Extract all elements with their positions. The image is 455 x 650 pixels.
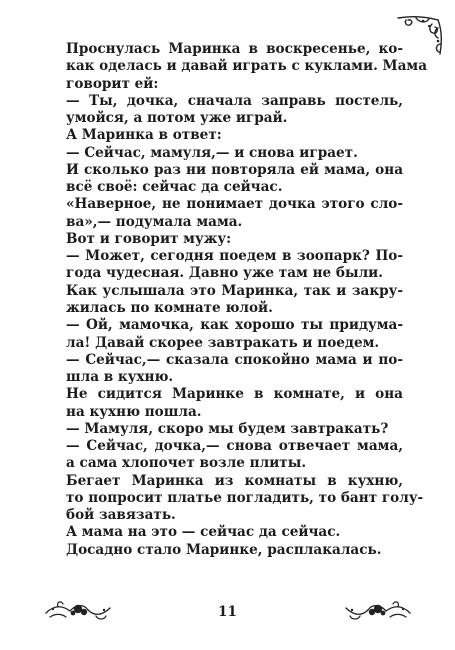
text-line: А мама на это — сейчас да сейчас.: [66, 524, 341, 541]
text-line: жилась по комнате юлой.: [66, 299, 273, 316]
text-line: — Может, сегодня поедем в зоопарк? По-: [66, 248, 403, 265]
floral-vignette-right-icon: [344, 596, 412, 622]
story-text: [66, 41, 428, 559]
text-line: года чудесная. Давно уже там не были.: [66, 265, 383, 282]
text-line: — Ты, дочка, сначала заправь постель,: [66, 92, 403, 109]
text-line: — Сейчас, мамуля,— и снова играет.: [66, 144, 358, 161]
text-line: Как услышала это Маринка, так и закру-: [66, 282, 403, 299]
text-line: И сколько раз ни повторяла ей мама, она: [66, 161, 403, 178]
text-line: ла! Давай скорее завтракать и поедем.: [66, 334, 380, 351]
text-line: Досадно стало Маринке, расплакалась.: [66, 541, 382, 558]
text-line: бой завязать.: [66, 507, 176, 524]
text-line: шла в кухню.: [66, 369, 174, 386]
text-line: — Сейчас, дочка,— снова отвечает мама,: [66, 438, 403, 455]
text-line: «Наверное, не понимает дочка этого сло-: [66, 196, 403, 213]
text-line: — Ой, мамочка, как хорошо ты придума-: [66, 317, 403, 334]
text-line: А Маринка в ответ:: [66, 127, 222, 144]
corner-ornament-icon: [396, 14, 444, 58]
text-line: Вот и говорит мужу:: [66, 230, 232, 247]
text-line: на кухню пошла.: [66, 403, 202, 420]
text-line: — Мамуля, скоро мы будем завтракать?: [66, 420, 389, 437]
text-line: говорит ей:: [66, 75, 159, 92]
text-line: Проснулась Маринка в воскресенье, ко-: [66, 41, 403, 57]
text-line: — Сейчас,— сказала спокойно мама и по-: [66, 351, 403, 368]
text-line: умойся, а потом уже играй.: [66, 110, 288, 127]
text-line: ва»,— подумала мама.: [66, 213, 243, 230]
text-line: а сама хлопочет возле плиты.: [66, 455, 307, 472]
text-line: Не сидится Маринке в комнате, и она: [66, 386, 403, 403]
page-number: 11: [218, 604, 237, 620]
text-line: Бегает Маринка из комнаты в кухню,: [66, 472, 403, 489]
text-line: как оделась и давай играть с куклами. Мама: [66, 58, 428, 75]
text-line: то попросит платье погладить, то бант голу-: [66, 489, 424, 506]
text-line: всё своё: сейчас да сейчас.: [66, 179, 283, 196]
